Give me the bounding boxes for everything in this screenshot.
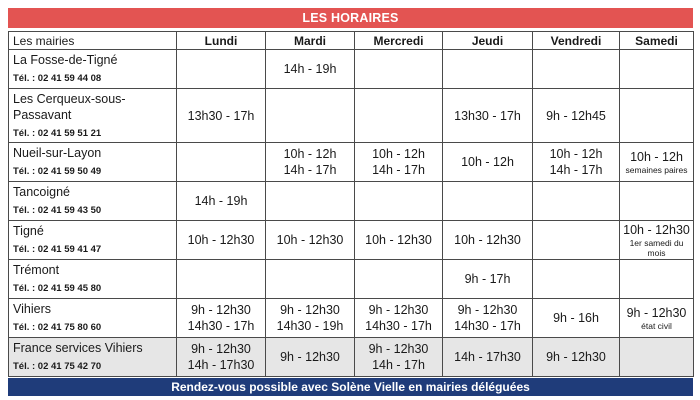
hours-text: 9h - 12h30 (368, 303, 429, 317)
hours-text: 9h - 12h30 (280, 303, 340, 317)
hours-text: 14h30 - 17h (454, 319, 521, 333)
hours-text: 9h - 17h (464, 272, 511, 286)
header-mairies: Les mairies (9, 32, 177, 50)
mairie-phone: Tél. : 02 41 75 80 60 (13, 322, 102, 333)
hours-cell (620, 143, 694, 182)
hours-text: 10h - 12h30 (454, 233, 521, 247)
hours-cell (177, 50, 266, 89)
footer-banner: Rendez-vous possible avec Solène Vielle en mairies déléguées (8, 378, 693, 396)
mairie-row (9, 299, 694, 338)
hours-cell (533, 338, 620, 377)
schedule-title: LES HORAIRES (8, 8, 693, 28)
hours-text: 9h - 16h (553, 311, 599, 325)
mairie-row (9, 260, 694, 299)
header-day: Mardi (266, 32, 355, 50)
hours-text: 9h - 12h45 (546, 108, 606, 123)
mairie-cell (9, 338, 177, 377)
hours-text: 9h - 12h30 (626, 306, 687, 320)
hours-text: 14h30 - 19h (276, 319, 344, 333)
hours-cell (533, 182, 620, 221)
hours-cell (533, 50, 620, 89)
hours-cell (443, 221, 533, 260)
hours-cell (443, 143, 533, 182)
hours-cell (620, 260, 694, 299)
hours-cell (533, 260, 620, 299)
hours-cell (266, 89, 355, 143)
mairie-name: Tancoigné (13, 185, 70, 199)
hours-text: 9h - 12h30 (546, 350, 606, 364)
hours-note: semaines paires (625, 165, 688, 175)
hours-text: 13h30 - 17h (187, 108, 255, 123)
hours-cell (533, 221, 620, 260)
hours-text: 14h - 17h30 (454, 350, 521, 364)
hours-cell (443, 338, 533, 377)
mairie-cell (9, 182, 177, 221)
hours-cell (266, 182, 355, 221)
hours-text: 14h - 19h (283, 62, 337, 76)
hours-note: 1er samedi du mois (629, 238, 684, 258)
schedule-body (9, 50, 694, 377)
mairie-cell (9, 89, 177, 143)
mairie-cell (9, 221, 177, 260)
hours-cell (177, 221, 266, 260)
hours-cell (355, 89, 443, 143)
hours-cell (177, 89, 266, 143)
hours-cell (355, 221, 443, 260)
hours-text: 10h - 12h30 (187, 233, 255, 247)
mairie-name: France services Vihiers (13, 341, 143, 355)
hours-cell (620, 221, 694, 260)
hours-text: 10h - 12h (630, 150, 683, 164)
hours-text: 10h - 12h30 (365, 233, 432, 247)
hours-cell (177, 182, 266, 221)
mairie-phone: Tél. : 02 41 59 43 50 (13, 205, 102, 216)
hours-cell (355, 299, 443, 338)
hours-cell (620, 299, 694, 338)
hours-cell (533, 299, 620, 338)
schedule-table (8, 31, 694, 377)
header-day: Vendredi (533, 32, 620, 50)
hours-cell (355, 338, 443, 377)
hours-text: 14h - 19h (194, 194, 248, 208)
hours-cell (620, 182, 694, 221)
hours-text: 13h30 - 17h (454, 108, 521, 123)
mairie-row (9, 221, 694, 260)
hours-cell (443, 299, 533, 338)
hours-text: 10h - 12h (461, 155, 514, 169)
hours-text: 10h - 12h (283, 147, 337, 161)
hours-text: 14h30 - 17h (365, 319, 432, 333)
hours-cell (177, 299, 266, 338)
header-day: Lundi (177, 32, 266, 50)
hours-cell (266, 260, 355, 299)
mairie-phone: Tél. : 02 41 59 51 21 (13, 128, 102, 139)
schedule-frame (8, 8, 693, 396)
hours-text: 9h - 12h30 (368, 342, 429, 356)
mairie-cell (9, 50, 177, 89)
hours-cell (533, 89, 620, 143)
hours-text: 10h - 12h (549, 147, 603, 161)
mairie-row (9, 182, 694, 221)
hours-cell (443, 260, 533, 299)
hours-text: 10h - 12h (372, 147, 425, 161)
mairie-cell (9, 143, 177, 182)
hours-cell (620, 89, 694, 143)
hours-cell (266, 338, 355, 377)
mairie-cell (9, 299, 177, 338)
hours-cell (443, 89, 533, 143)
hours-cell (266, 299, 355, 338)
hours-cell (177, 260, 266, 299)
hours-cell (266, 143, 355, 182)
mairie-phone: Tél. : 02 41 59 44 08 (13, 73, 102, 84)
hours-text: 14h30 - 17h (187, 319, 255, 333)
mairie-phone: Tél. : 02 41 59 41 47 (13, 244, 102, 255)
mairie-row (9, 338, 694, 377)
header-day: Samedi (620, 32, 694, 50)
hours-cell (266, 50, 355, 89)
mairie-phone: Tél. : 02 41 59 50 49 (13, 166, 102, 177)
hours-text: 10h - 12h30 (623, 223, 690, 237)
mairie-phone: Tél. : 02 41 59 45 80 (13, 283, 102, 294)
hours-cell (266, 221, 355, 260)
hours-cell (177, 143, 266, 182)
hours-cell (355, 260, 443, 299)
hours-text: 14h - 17h (549, 163, 603, 177)
hours-cell (355, 143, 443, 182)
mairie-name: Tigné (13, 224, 44, 238)
header-row (9, 32, 694, 50)
mairie-cell (9, 260, 177, 299)
hours-cell (443, 182, 533, 221)
hours-cell (620, 338, 694, 377)
mairie-phone: Tél. : 02 41 75 42 70 (13, 361, 102, 372)
hours-cell (355, 182, 443, 221)
hours-cell (355, 50, 443, 89)
hours-text: 9h - 12h30 (280, 350, 340, 364)
mairie-row (9, 50, 694, 89)
mairie-row (9, 143, 694, 182)
mairie-row (9, 89, 694, 143)
hours-cell (533, 143, 620, 182)
hours-cell (620, 50, 694, 89)
hours-note: état civil (641, 321, 672, 331)
hours-text: 9h - 12h30 (191, 303, 251, 317)
header-day: Mercredi (355, 32, 443, 50)
hours-text: 14h - 17h30 (187, 358, 255, 372)
hours-text: 14h - 17h (372, 163, 425, 177)
header-day: Jeudi (443, 32, 533, 50)
hours-text: 10h - 12h30 (276, 233, 344, 247)
mairie-name: La Fosse-de-Tigné (13, 53, 118, 67)
mairie-name: Vihiers (13, 302, 51, 316)
mairie-name: Les Cerqueux-sous-Passavant (13, 92, 126, 122)
mairie-name: Trémont (13, 263, 60, 277)
hours-text: 9h - 12h30 (191, 342, 251, 356)
hours-cell (177, 338, 266, 377)
hours-text: 14h - 17h (283, 163, 337, 177)
hours-text: 9h - 12h30 (457, 303, 518, 317)
mairie-name: Nueil-sur-Layon (13, 146, 102, 160)
hours-cell (443, 50, 533, 89)
hours-text: 14h - 17h (372, 358, 425, 372)
